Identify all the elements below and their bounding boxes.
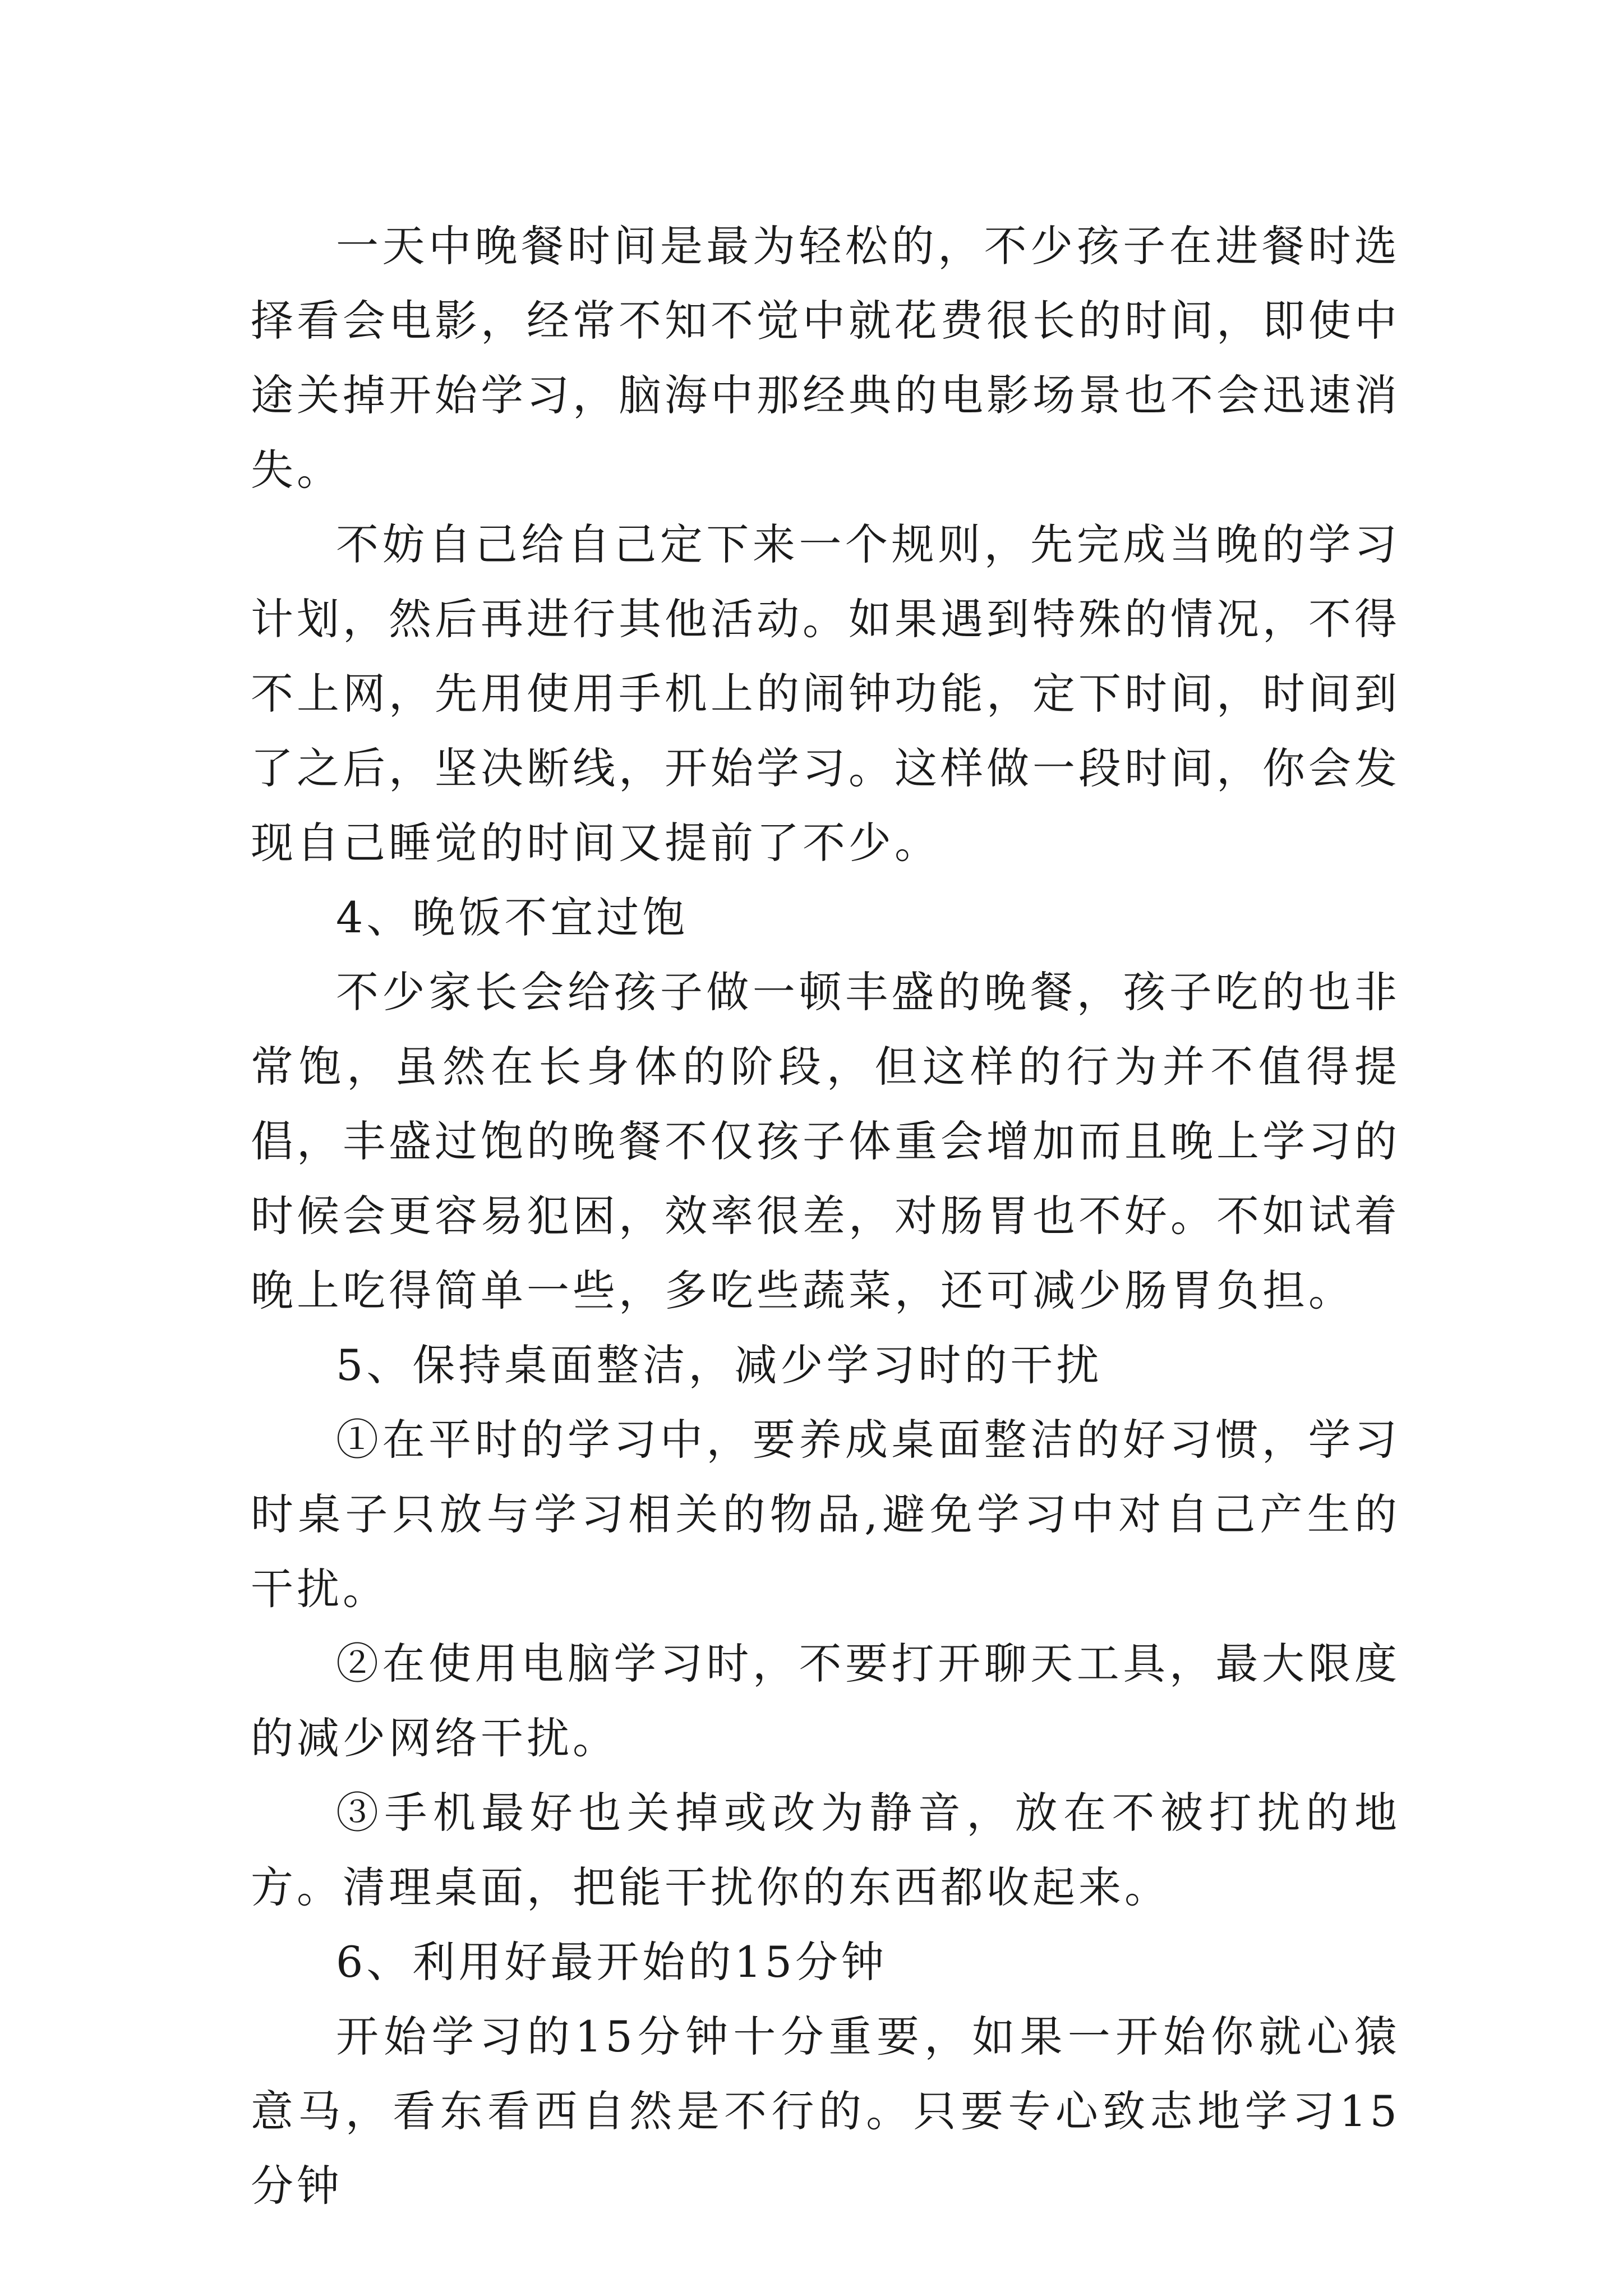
heading-dinner-not-too-full: 4、晚饭不宜过饱: [336, 892, 689, 942]
paragraph-dinner-advice: 不少家长会给孩子做一顿丰盛的晚餐，孩子吃的也非常饱，虽然在长身体的阶段，但这样的行为并不值得提倡，丰盛过饱的晚餐不仅孩子体重会增加而且晚上学习的时候会更容易犯困，效率很差，对肠胃也不好。不如试着晚上吃得简单一些，多吃些蔬菜，还可减少肠胃负担。: [251, 967, 1400, 1315]
paragraph-tidy-desk-2: ②在使用电脑学习时，不要打开聊天工具，最大限度的减少网络干扰。: [251, 1639, 1400, 1763]
paragraph-tidy-desk-3: ③手机最好也关掉或改为静音，放在不被打扰的地方。清理桌面，把能干扰你的东西都收起来。: [251, 1788, 1400, 1912]
paragraph-first-15-minutes: 开始学习的15分钟十分重要，如果一开始你就心猿意马，看东看西自然是不行的。只要专心致志地学习15分钟: [251, 2012, 1400, 2211]
document-body: [251, 209, 1400, 2223]
heading-first-15-minutes: 6、利用好最开始的15分钟: [336, 1937, 888, 1987]
paragraph-study-rule: 不妨自己给自己定下来一个规则，先完成当晚的学习计划，然后再进行其他活动。如果遇到特殊的情况，不得不上网，先用使用手机上的闹钟功能，定下时间，时间到了之后，坚决断线，开始学习。这样做一段时间，你会发现自己睡觉的时间又提前了不少。: [251, 519, 1400, 868]
paragraph-tidy-desk-1: ①在平时的学习中，要养成桌面整洁的好习惯，学习时桌子只放与学习相关的物品,避免学习中对自己产生的干扰。: [251, 1415, 1400, 1614]
paragraph-dinner-movies: 一天中晚餐时间是最为轻松的，不少孩子在进餐时选择看会电影，经常不知不觉中就花费很长的时间，即使中途关掉开始学习，脑海中那经典的电影场景也不会迅速消失。: [251, 221, 1400, 495]
heading-tidy-desk: 5、保持桌面整洁，减少学习时的干扰: [336, 1340, 1103, 1390]
